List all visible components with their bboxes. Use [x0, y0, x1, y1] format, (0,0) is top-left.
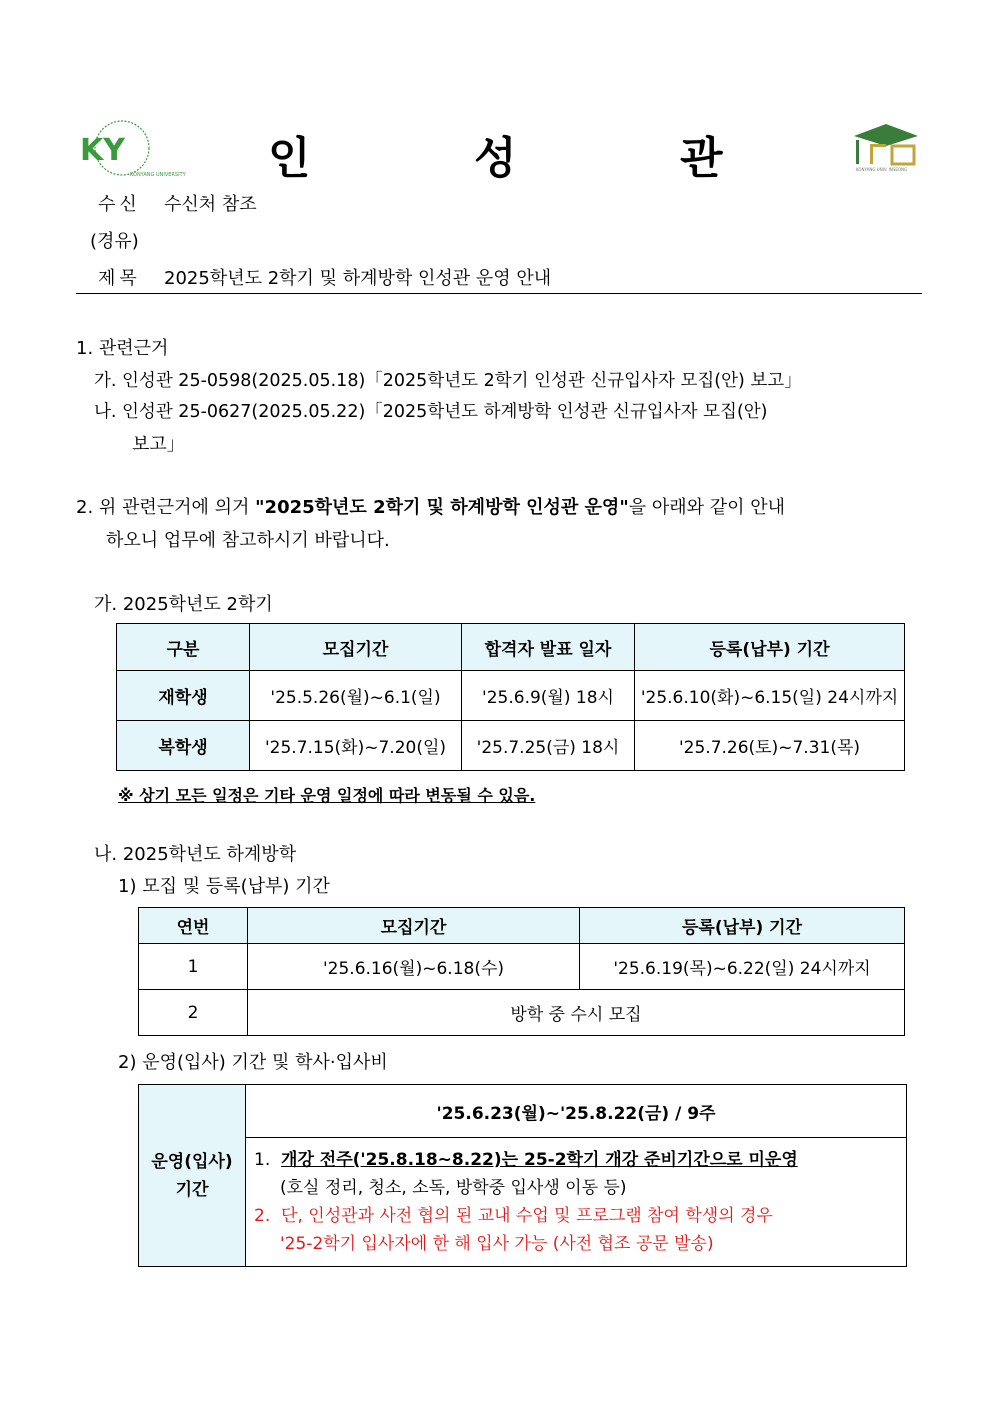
receiver-value: 수신처 참조 — [164, 194, 257, 215]
logo-ky-text: KY — [80, 133, 125, 168]
table-cell: 1 — [139, 944, 248, 990]
row-header: 재학생 — [117, 671, 250, 721]
table-row — [139, 1085, 907, 1138]
section1-item-b: 나. 인성관 25-0627(2025.05.22)「2025학년도 하계방학 인성관 신규입사자 모집(안) — [94, 402, 768, 422]
subject-row — [98, 264, 551, 290]
col-header: 모집기간 — [250, 624, 462, 671]
section2-line1 — [76, 493, 785, 519]
table-header-row — [139, 908, 905, 944]
table-header-row — [117, 624, 905, 671]
table-cell: 2 — [139, 990, 248, 1036]
semester-schedule-table — [116, 623, 905, 771]
section2-pre: 2. 위 관련근거에 의거 — [76, 497, 256, 518]
section2-line2: 하오니 업무에 참고하시기 바랍니다. — [106, 530, 390, 551]
note-text: 개강 전주('25.8.18~8.22)는 25-2학기 개강 준비기간으로 미운영 — [281, 1150, 798, 1170]
col-header: 모집기간 — [248, 908, 580, 944]
row-header — [139, 1085, 246, 1267]
university-logo — [76, 120, 186, 178]
table-cell: 방학 중 수시 모집 — [248, 990, 905, 1036]
receiver-label: 수신 — [98, 194, 141, 215]
note-num: 2. — [254, 1206, 271, 1226]
col-header: 합격자 발표 일자 — [462, 624, 635, 671]
row-header-line1: 운영(입사) — [151, 1151, 233, 1172]
note-item-2 — [254, 1202, 905, 1230]
logo-ring-text: KONYANG UNIVERSITY — [130, 172, 186, 178]
sub-a-title: 가. 2025학년도 2학기 — [94, 594, 273, 615]
table-row — [139, 990, 905, 1036]
table-row — [117, 671, 905, 721]
section1-item-a: 가. 인성관 25-0598(2025.05.18)「2025학년도 2학기 인성관 신규입사자 모집(안) 보고」 — [94, 371, 802, 391]
table-row — [139, 1138, 907, 1267]
table-cell: '25.7.15(화)~7.20(일) — [250, 721, 462, 771]
note-item-1-sub: (호실 정리, 청소, 소독, 방학중 입사생 이동 등) — [280, 1178, 627, 1198]
note-item-2-sub: '25-2학기 입사자에 한 해 입사 가능 (사전 협조 공문 발송) — [280, 1234, 714, 1254]
section1-title: 1. 관련근거 — [76, 338, 169, 359]
table-cell: '25.6.16(월)~6.18(수) — [248, 944, 580, 990]
receiver-row — [98, 190, 257, 216]
table-cell: '25.7.25(금) 18시 — [462, 721, 635, 771]
row-header: 복학생 — [117, 721, 250, 771]
section1-item-b-cont: 보고」 — [132, 434, 185, 455]
subject-label: 제목 — [98, 268, 141, 289]
table-cell: '25.5.26(월)~6.1(일) — [250, 671, 462, 721]
note-item-1 — [254, 1146, 905, 1174]
operation-notes — [246, 1138, 907, 1267]
header-divider — [76, 293, 922, 294]
via-label: (경유) — [90, 231, 139, 252]
note-text: 단, 인성관과 사전 협의 된 교내 수업 및 프로그램 참여 학생의 경우 — [281, 1206, 773, 1226]
col-header: 등록(납부) 기간 — [580, 908, 905, 944]
title-char-3: 관 — [680, 133, 723, 184]
table-row — [117, 721, 905, 771]
row-header-line2: 기간 — [175, 1179, 209, 1200]
dormitory-logo — [850, 120, 922, 172]
section2-post: 을 아래와 같이 안내 — [628, 497, 785, 518]
table-cell: '25.7.26(토)~7.31(목) — [635, 721, 905, 771]
vacation-recruit-table — [138, 907, 905, 1036]
note-num: 1. — [254, 1150, 271, 1170]
col-header: 구분 — [117, 624, 250, 671]
title-char-2: 성 — [474, 133, 517, 184]
subject-value: 2025학년도 2학기 및 하계방학 인성관 운영 안내 — [164, 268, 552, 289]
operation-period: '25.6.23(월)~'25.8.22(금) / 9주 — [246, 1085, 907, 1138]
sub-b-1-title: 1) 모집 및 등록(납부) 기간 — [118, 876, 330, 897]
sub-b-2-title: 2) 운영(입사) 기간 및 학사·입사비 — [118, 1052, 388, 1073]
table-cell: '25.6.10(화)~6.15(일) 24시까지 — [635, 671, 905, 721]
logo-right-text: KONYANG UNIV. INSEONG — [856, 167, 908, 172]
sub-b-title: 나. 2025학년도 하계방학 — [94, 844, 297, 865]
table-cell: '25.6.19(목)~6.22(일) 24시까지 — [580, 944, 905, 990]
table-row — [139, 944, 905, 990]
table-cell: '25.6.9(월) 18시 — [462, 671, 635, 721]
schedule-note: ※ 상기 모든 일정은 기타 운영 일정에 따라 변동될 수 있음. — [118, 786, 536, 805]
section2-bold: "2025학년도 2학기 및 하계방학 인성관 운영" — [255, 497, 629, 518]
vacation-operation-table — [138, 1084, 907, 1267]
col-header: 연번 — [139, 908, 248, 944]
title-char-1: 인 — [268, 133, 311, 184]
col-header: 등록(납부) 기간 — [635, 624, 905, 671]
